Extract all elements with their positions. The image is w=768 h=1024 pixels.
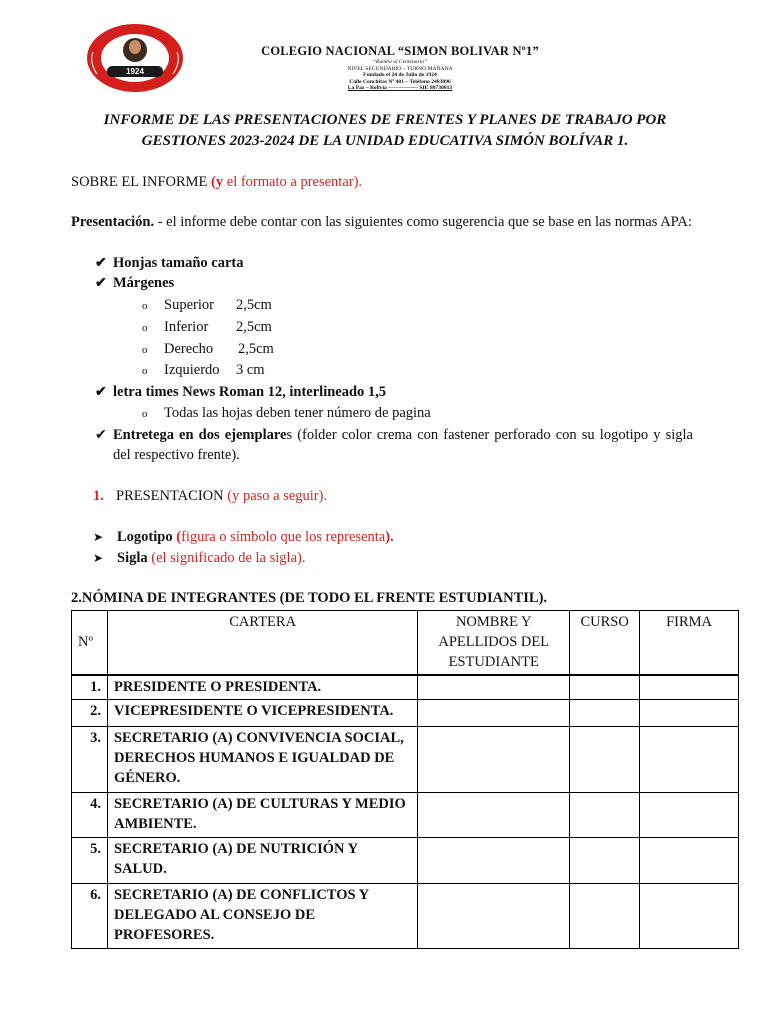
table-row: 2. VICEPRESIDENTE O VICEPRESIDENTA. [72,700,739,727]
presentacion-label: Presentación. [71,214,155,230]
presentacion-text: - el informe debe contar con las siguientes como sugerencia que se base en las normas APA: [154,214,692,230]
circle-bullet-icon: o [142,365,148,377]
curso-cell[interactable] [570,727,640,793]
margin-item: o Derecho 2,5cm [142,339,274,360]
firma-cell[interactable] [640,675,739,700]
title-line-2: GESTIONES 2023-2024 DE LA UNIDAD EDUCATIVA SIMÓN BOLÍVAR 1. [141,133,629,149]
circle-bullet-icon: o [142,300,148,312]
school-location: La Paz – Bolivia ---------------- SIE 80730013 [347,85,453,92]
curso-cell[interactable] [570,793,640,838]
header-nombre: NOMBRE Y APELLIDOS DEL ESTUDIANTE [418,611,570,675]
logo-year: 1924 [126,67,144,76]
nombre-cell[interactable] [418,793,570,838]
sobre-paren: (y [211,174,224,190]
nombre-cell[interactable] [418,884,570,949]
table-row: 3. SECRETARIO (A) CONVIVENCIA SOCIAL, DERECHOS HUMANOS E IGUALDAD DE GÉNERO. [72,727,739,793]
curso-cell[interactable] [570,884,640,949]
circle-bullet-icon: o [142,322,148,334]
arrow-item-sigla: ➤ Sigla (el significado de la sigla). [93,550,306,566]
school-motto: “Rumbo al Centenario” [372,59,428,65]
section-1-number: 1. [93,488,104,504]
school-name: COLEGIO NACIONAL “SIMON BOLIVAR Nº1” [261,44,539,58]
circle-bullet-icon: o [142,408,148,420]
header-cartera: CARTERA [107,611,417,675]
firma-cell[interactable] [640,700,739,727]
nombre-cell[interactable] [418,838,570,884]
table-header-row [72,611,739,675]
section-1-heading [93,486,327,506]
checkmark-icon: ✔ [95,385,107,400]
checkmark-icon: ✔ [95,428,107,443]
school-founded: Fundado el 24 de Julio de 1924 [363,72,437,79]
section-1-note: (y paso a seguir). [227,488,328,504]
nombre-cell[interactable] [418,675,570,700]
curso-cell[interactable] [570,838,640,884]
firma-cell[interactable] [640,727,739,793]
document-title [60,110,710,152]
nombre-cell[interactable] [418,700,570,727]
header-num: Nº [72,611,108,675]
pagina-note: o Todas las hojas deben tener número de pagina [142,403,431,424]
sobre-informe-heading [71,172,362,192]
check-item-margenes: ✔ Márgenes [95,273,174,294]
checkmark-icon: ✔ [95,256,107,271]
table-row: 1. PRESIDENTE O PRESIDENTA. [72,675,739,700]
margin-item: o Izquierdo 3 cm [142,360,265,381]
table-row: 6. SECRETARIO (A) DE CONFLICTOS Y DELEGADO AL CONSEJO DE PROFESORES. [72,884,739,949]
arrow-bullet-icon: ➤ [93,530,104,544]
section-1-title: PRESENTACION [116,488,224,504]
school-header [240,44,560,92]
margin-item: o Superior 2,5cm [142,295,272,316]
section-2-heading: 2.NÓMINA DE INTEGRANTES (DE TODO EL FRENTE ESTUDIANTIL). [71,590,548,606]
check-item-letra: ✔ letra times News Roman 12, interlineado 1,5 [95,382,386,403]
check-item-hojas: ✔ Honjas tamaño carta [95,253,244,274]
school-level: NIVEL SECUNDARIO – TURNO MAÑANA [347,65,453,72]
nombre-cell[interactable] [418,727,570,793]
school-address: Calle Conchitas Nº 401 – Teléfono 2483096 [349,78,451,85]
table-row: 5. SECRETARIO (A) DE NUTRICIÓN Y SALUD. [72,838,739,884]
presentacion-paragraph [71,212,699,232]
nomina-table [71,610,739,949]
header-firma: FIRMA [640,611,739,675]
school-logo [85,22,185,94]
firma-cell[interactable] [640,884,739,949]
arrow-item-logotipo: ➤ Logotipo (figura o símbolo que los representa). [93,529,394,545]
table-row: 4. SECRETARIO (A) DE CULTURAS Y MEDIO AMBIENTE. [72,793,739,838]
circle-bullet-icon: o [142,344,148,356]
check-item-entrega: ✔ Entretega en dos ejemplares (folder color crema con fastener perforado con su logotipo y sigla del respectivo frente). [95,427,693,463]
curso-cell[interactable] [570,675,640,700]
title-line-1: INFORME DE LAS PRESENTACIONES DE FRENTES Y PLANES DE TRABAJO POR [103,112,667,128]
sobre-label: SOBRE EL INFORME [71,174,208,190]
firma-cell[interactable] [640,838,739,884]
arrow-bullet-icon: ➤ [93,551,104,565]
firma-cell[interactable] [640,793,739,838]
checkmark-icon: ✔ [95,276,107,291]
margin-item: o Inferior 2,5cm [142,317,272,338]
sobre-rest: el formato a presentar). [223,174,363,190]
header-curso: CURSO [570,611,640,675]
curso-cell[interactable] [570,700,640,727]
